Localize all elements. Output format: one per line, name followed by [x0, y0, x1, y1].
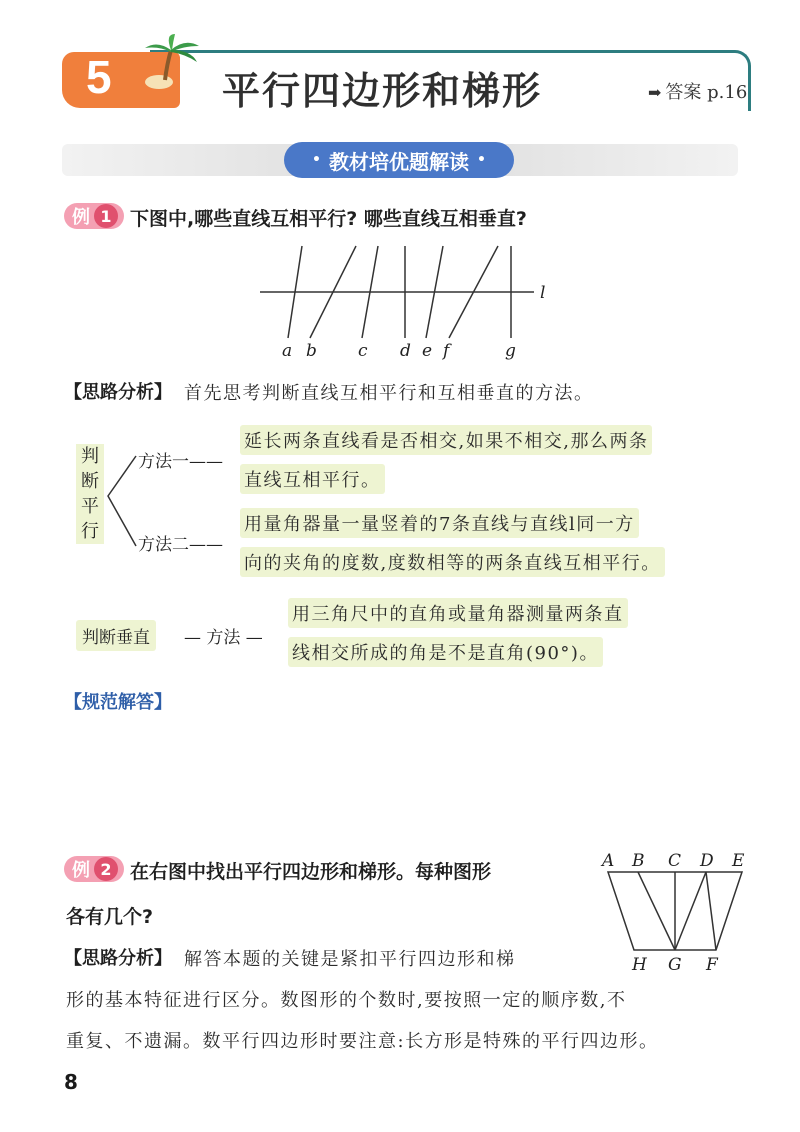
label-E: E	[732, 851, 745, 871]
method-2-label: 方法二——	[138, 535, 223, 555]
label-B: B	[632, 851, 645, 871]
analysis-line-2: 形的基本特征进行区分。数图形的个数时,要按照一定的顺序数,不	[66, 990, 627, 1011]
example-tag-text: 例	[72, 207, 90, 228]
section-banner-label: 教材培优题解读	[329, 149, 469, 174]
perpendicular-method-label: — 方法 —	[184, 628, 263, 648]
label-D: D	[700, 851, 714, 871]
method-1-label: 方法一——	[138, 452, 223, 472]
example-tag-text: 例	[72, 860, 90, 881]
label-a: a	[282, 341, 293, 361]
parallel-judgement-box: 判断平行	[76, 444, 104, 544]
example-number: 2	[94, 857, 118, 881]
answer-reference	[648, 78, 747, 104]
perpendicular-line-1: 用三角尺中的直角或量角器测量两条直	[288, 598, 628, 628]
label-G: G	[668, 955, 682, 975]
label-F: F	[706, 955, 718, 975]
method-1-line-1: 延长两条直线看是否相交,如果不相交,那么两条	[240, 425, 652, 455]
perpendicular-judgement-box: 判断垂直	[76, 620, 156, 651]
method-2-line-1: 用量角器量一量竖着的7条直线与直线l同一方	[240, 508, 639, 538]
method-2-line-2: 向的夹角的度数,度数相等的两条直线互相平行。	[240, 547, 665, 577]
bullet-dot-icon: •	[477, 152, 486, 168]
example-number: 1	[94, 204, 118, 228]
example-1-tag	[64, 203, 124, 229]
label-d: d	[400, 341, 411, 361]
label-g: g	[505, 341, 516, 361]
analysis-label-2: 【思路分析】	[64, 948, 172, 969]
analysis-line-3: 重复、不遗漏。数平行四边形时要注意:长方形是特殊的平行四边形。	[66, 1031, 659, 1052]
label-f: f	[443, 341, 450, 361]
palm-tree-icon	[135, 34, 205, 94]
page-number: 8	[64, 1070, 78, 1094]
perpendicular-line-2: 线相交所成的角是不是直角(90°)。	[288, 637, 603, 667]
trapezoid-figure	[598, 848, 754, 976]
arrow-right-icon: ➡	[648, 83, 662, 102]
example-2-question-line-1: 在右图中找出平行四边形和梯形。每种图形	[130, 861, 492, 883]
answer-reference-text: 答案 p.16	[665, 82, 748, 103]
bullet-dot-icon: •	[312, 152, 321, 168]
branch-connector	[104, 450, 138, 554]
method-1-line-2: 直线互相平行。	[240, 464, 385, 494]
label-H: H	[632, 955, 647, 975]
parallel-lines-figure	[250, 240, 570, 365]
chapter-title: 平行四边形和梯形	[222, 69, 543, 113]
analysis-text-1: 首先思考判断直线互相平行和互相垂直的方法。	[184, 383, 594, 404]
analysis-label-1: 【思路分析】	[64, 382, 172, 403]
label-c: c	[358, 341, 368, 361]
answer-label-1: 【规范解答】	[64, 692, 172, 713]
label-C: C	[668, 851, 682, 871]
label-l: l	[540, 283, 546, 303]
label-e: e	[422, 341, 433, 361]
chapter-number: 5	[86, 51, 112, 103]
example-1-question: 下图中,哪些直线互相平行? 哪些直线互相垂直?	[130, 208, 527, 230]
label-A: A	[602, 851, 615, 871]
label-b: b	[306, 341, 317, 361]
example-2-question-line-2: 各有几个?	[66, 906, 154, 928]
section-banner	[284, 142, 514, 178]
analysis-line-1: 解答本题的关键是紧扣平行四边形和梯	[184, 949, 516, 970]
example-2-tag	[64, 856, 124, 882]
